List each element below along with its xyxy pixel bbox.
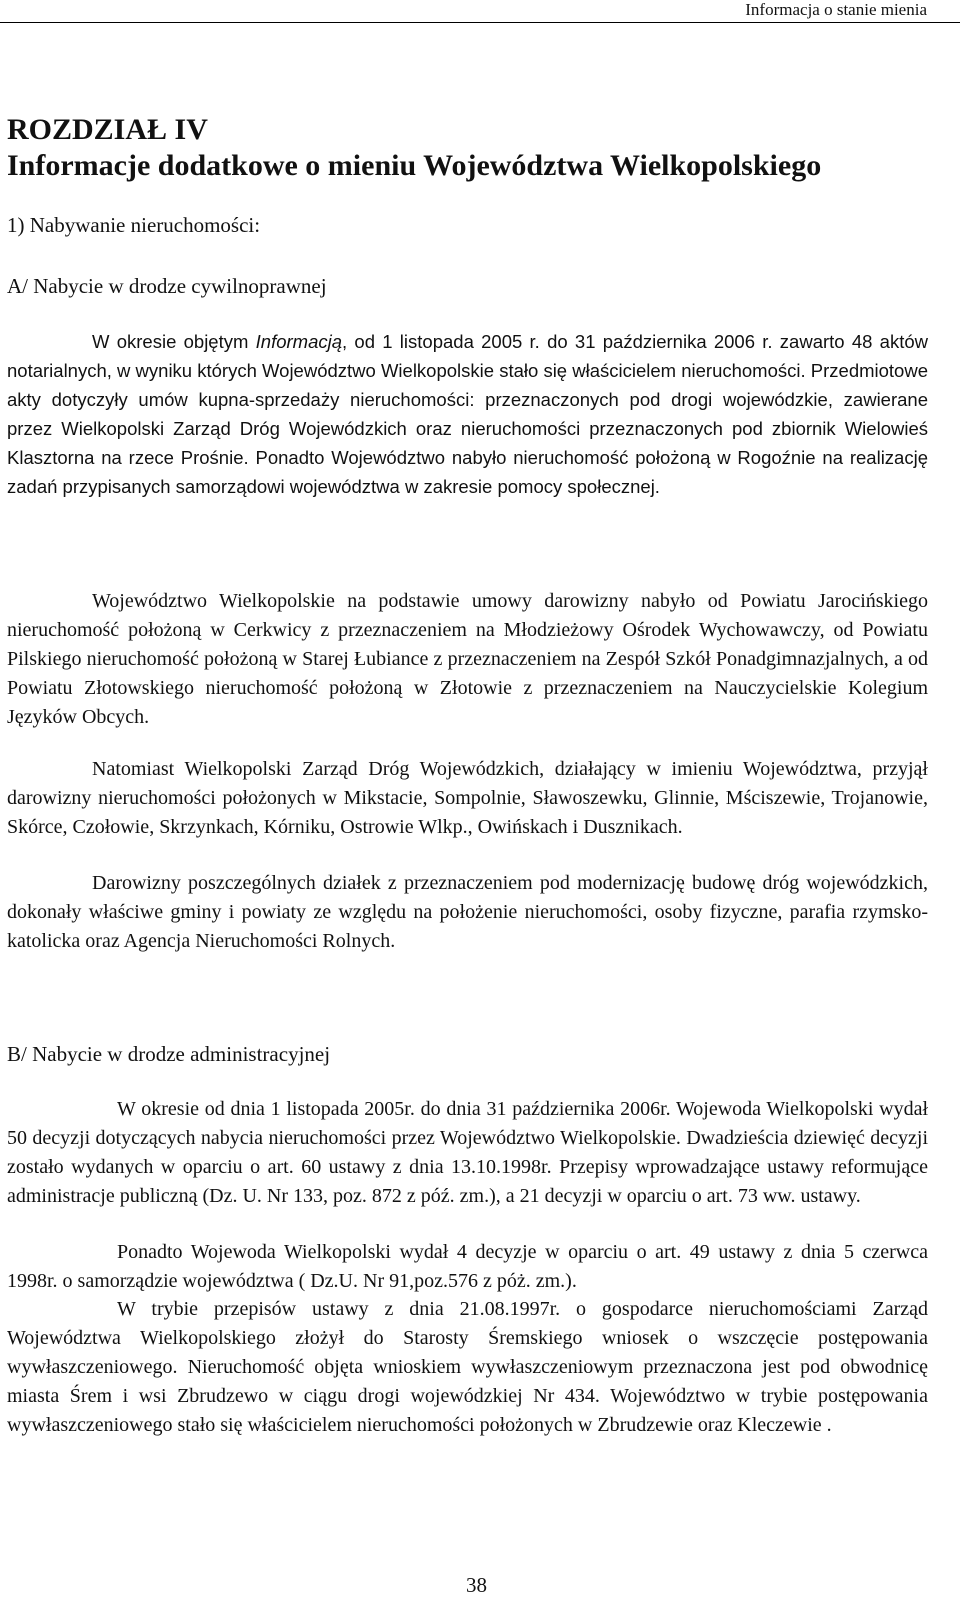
paragraph-a3: Natomiast Wielkopolski Zarząd Dróg Wojewódzkich, działający w imieniu Województwa, przyjął darowizny nieruchomości położonych w Mikstacie, Sompolnie, Sławoszewku, Glinnie, Mściszewie, Trojanowie, Skórce, Czołowie, Skrzynkach, Kórniku, Ostrowie Wlkp., Owińskach i Dusznikach. — [7, 758, 928, 838]
subsection-b-heading: B/ Nabycie w drodze administracyjnej — [7, 1042, 331, 1066]
section-heading-1: 1) Nabywanie nieruchomości: — [7, 213, 261, 237]
paragraph-a2: Województwo Wielkopolskie na podstawie umowy darowizny nabyło od Powiatu Jarocińskiego nieruchomość położoną w Cerkwicy z przeznaczeniem na Młodzieżowy Ośrodek Wychowawczy, od Powiatu Pilskiego nieruchomość położoną w Starej Łubiance z przeznaczeniem na Zespół Szkół Ponadgimnazjalnych, a od Powiatu Złotowskiego nieruchomość położoną w Złotowie z przeznaczeniem na Nauczycielskie Kolegium Języków Obcych. — [7, 590, 928, 728]
paragraph-a1 — [7, 327, 928, 501]
subsection-a-heading: A/ Nabycie w drodze cywilnoprawnej — [7, 274, 327, 298]
paragraph-a4: Darowizny poszczególnych działek z przeznaczeniem pod modernizację budowę dróg wojewódzkich, dokonały właściwe gminy i powiaty ze względu na położenie nieruchomości, osoby fizyczne, parafia rzymsko-katolicka oraz Agencja Nieruchomości Rolnych. — [7, 872, 928, 952]
paragraph-a1-rest: , od 1 listopada 2005 r. do 31 października 2006 r. zawarto 48 aktów notarialnych, w wyniku których Województwo Wielkopolskie stało się właścicielem nieruchomości. — [7, 331, 929, 381]
paragraph-b2: Ponadto Wojewoda Wielkopolski wydał 4 decyzje w oparciu o art. 49 ustawy z dnia 5 czerwca 1998r. o samorządzie województwa ( Dz.U. Nr 91,poz.576 z póż. zm.). — [7, 1241, 928, 1292]
chapter-title: Informacje dodatkowe o mieniu Województwa Wielkopolskiego — [7, 149, 822, 182]
running-header: Informacja o stanie mienia — [745, 0, 927, 19]
paragraph-a1-sans: Przedmiotowe akty dotyczyły umów kupna-sprzedaży nieruchomości: przeznaczonych pod drogi wojewódzkie, zawierane przez Wielkopolski Zarząd Dróg Wojewódzkich oraz nieruchomości przeznaczonych pod zbiornik Wielowieś Klasztorna na rzece Prośnie. — [7, 360, 928, 468]
header-rule — [0, 22, 960, 23]
paragraph-a1-lead: W okresie objętym — [92, 331, 256, 352]
paragraph-b1: W okresie od dnia 1 listopada 2005r. do dnia 31 października 2006r. Wojewoda Wielkopolski wydał 50 decyzji dotyczących nabycia nieruchomości przez Województwo Wielkopolskie. Dwadzieścia dziewięć decyzji zostało wydanych w oparciu o art. 60 ustawy z dnia 13.10.1998r. Przepisy wprowadzające ustawy reformujące administracje publiczną (Dz. U. Nr 133, poz. 872 z póź. zm.), a 21 decyzji w oparciu o art. 73 ww. ustawy. — [7, 1098, 928, 1207]
chapter-title-block — [7, 112, 821, 184]
paragraph-b3: W trybie przepisów ustawy z dnia 21.08.1997r. o gospodarce nieruchomościami Zarząd Województwa Wielkopolskiego złożył do Starosty Śremskiego wniosek o wszczęcie postępowania wywłaszczeniowego. Nieruchomość objęta wnioskiem wywłaszczeniowym przeznaczona jest pod obwodnicę miasta Śrem i wsi Zbrudzewo w ciągu drogi wojewódzkiej Nr 434. Województwo w trybie postępowania wywłaszczeniowego stało się właścicielem nieruchomości położonych w Zbrudzewie oraz Kleczewie . — [7, 1298, 928, 1436]
paragraph-a1-tail: Ponadto Województwo nabyło nieruchomość położoną w Rogoźnie na realizację zadań przypisanych samorządowi województwa w zakresie pomocy społecznej. — [7, 447, 928, 497]
page-number: 38 — [466, 1573, 487, 1597]
chapter-number: ROZDZIAŁ IV — [7, 113, 208, 146]
paragraph-a1-italic: Informacją — [255, 331, 343, 352]
